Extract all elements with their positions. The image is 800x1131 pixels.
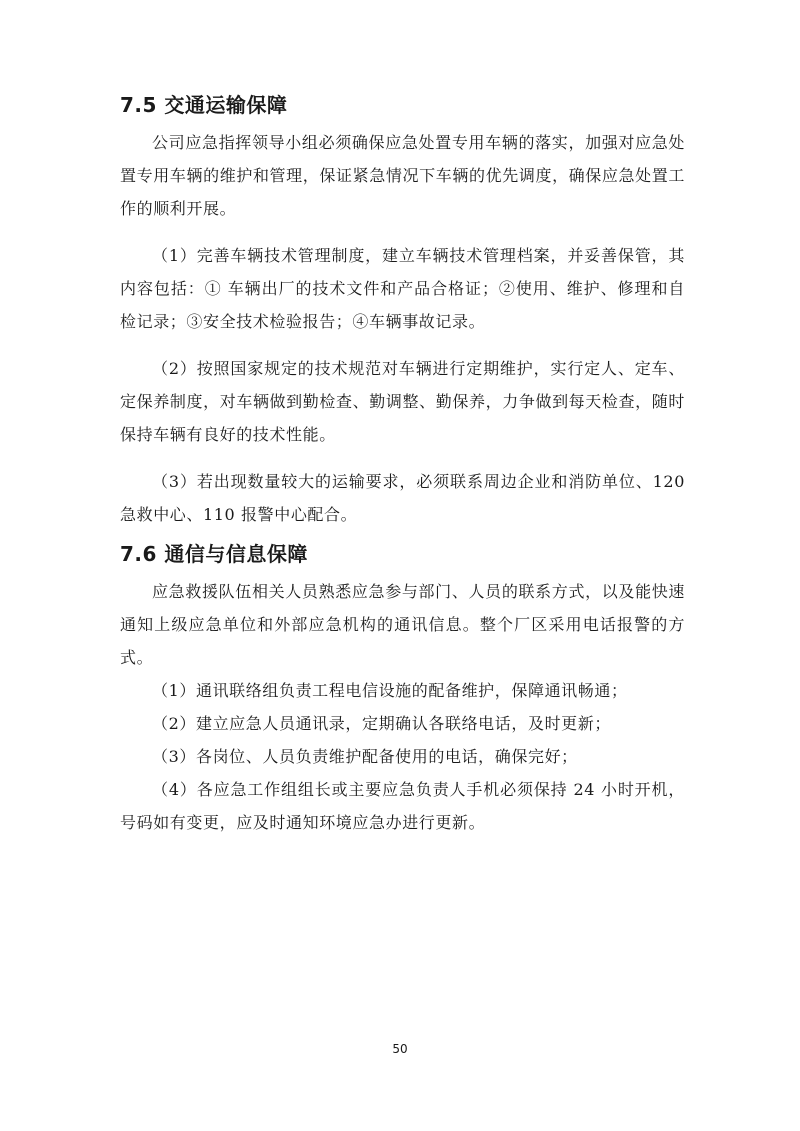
section-7-6-intro: 应急救援队伍相关人员熟悉应急参与部门、人员的联系方式，以及能快速通知上级应急单位和外部应急机构的通讯信息。整个厂区采用电话报警的方式。	[120, 582, 685, 667]
spacer	[120, 451, 685, 465]
document-content	[120, 90, 685, 839]
section-7-5-item-2: （2）按照国家规定的技术规范对车辆进行定期维护，实行定人、定车、定保养制度，对车辆做到勤检查、勤调整、勤保养，力争做到每天检查，随时保持车辆有良好的技术性能。	[120, 359, 685, 444]
section-heading-7-6: 7.6 通信与信息保障	[120, 542, 308, 566]
section-7-6-item-2: （2）建立应急人员通讯录，定期确认各联络电话，及时更新；	[152, 714, 611, 733]
section-7-6-item-3: （3）各岗位、人员负责维护配备使用的电话，确保完好；	[152, 747, 578, 766]
spacer	[120, 531, 685, 539]
section-7-5-item-3: （3）若出现数量较大的运输要求，必须联系周边企业和消防单位、120 急救中心、110 报警中心配合。	[120, 472, 685, 524]
spacer	[120, 338, 685, 352]
section-7-5-intro: 公司应急指挥领导小组必须确保应急处置专用车辆的落实，加强对应急处置专用车辆的维护和管理，保证紧急情况下车辆的优先调度，确保应急处置工作的顺利开展。	[120, 133, 685, 218]
spacer	[120, 225, 685, 239]
page-number: 50	[392, 1042, 408, 1056]
section-heading-7-5: 7.5 交通运输保障	[120, 93, 288, 117]
section-7-6-item-1: （1）通讯联络组负责工程电信设施的配备维护，保障通讯畅通；	[152, 681, 628, 700]
section-7-6-item-4: （4）各应急工作组组长或主要应急负责人手机必须保持 24 小时开机，号码如有变更，应及时通知环境应急办进行更新。	[120, 780, 685, 832]
section-7-5-item-1: （1）完善车辆技术管理制度，建立车辆技术管理档案，并妥善保管，其内容包括：① 车辆出厂的技术文件和产品合格证；②使用、维护、修理和自检记录；③安全技术检验报告；④车辆事故记录。	[120, 246, 685, 331]
